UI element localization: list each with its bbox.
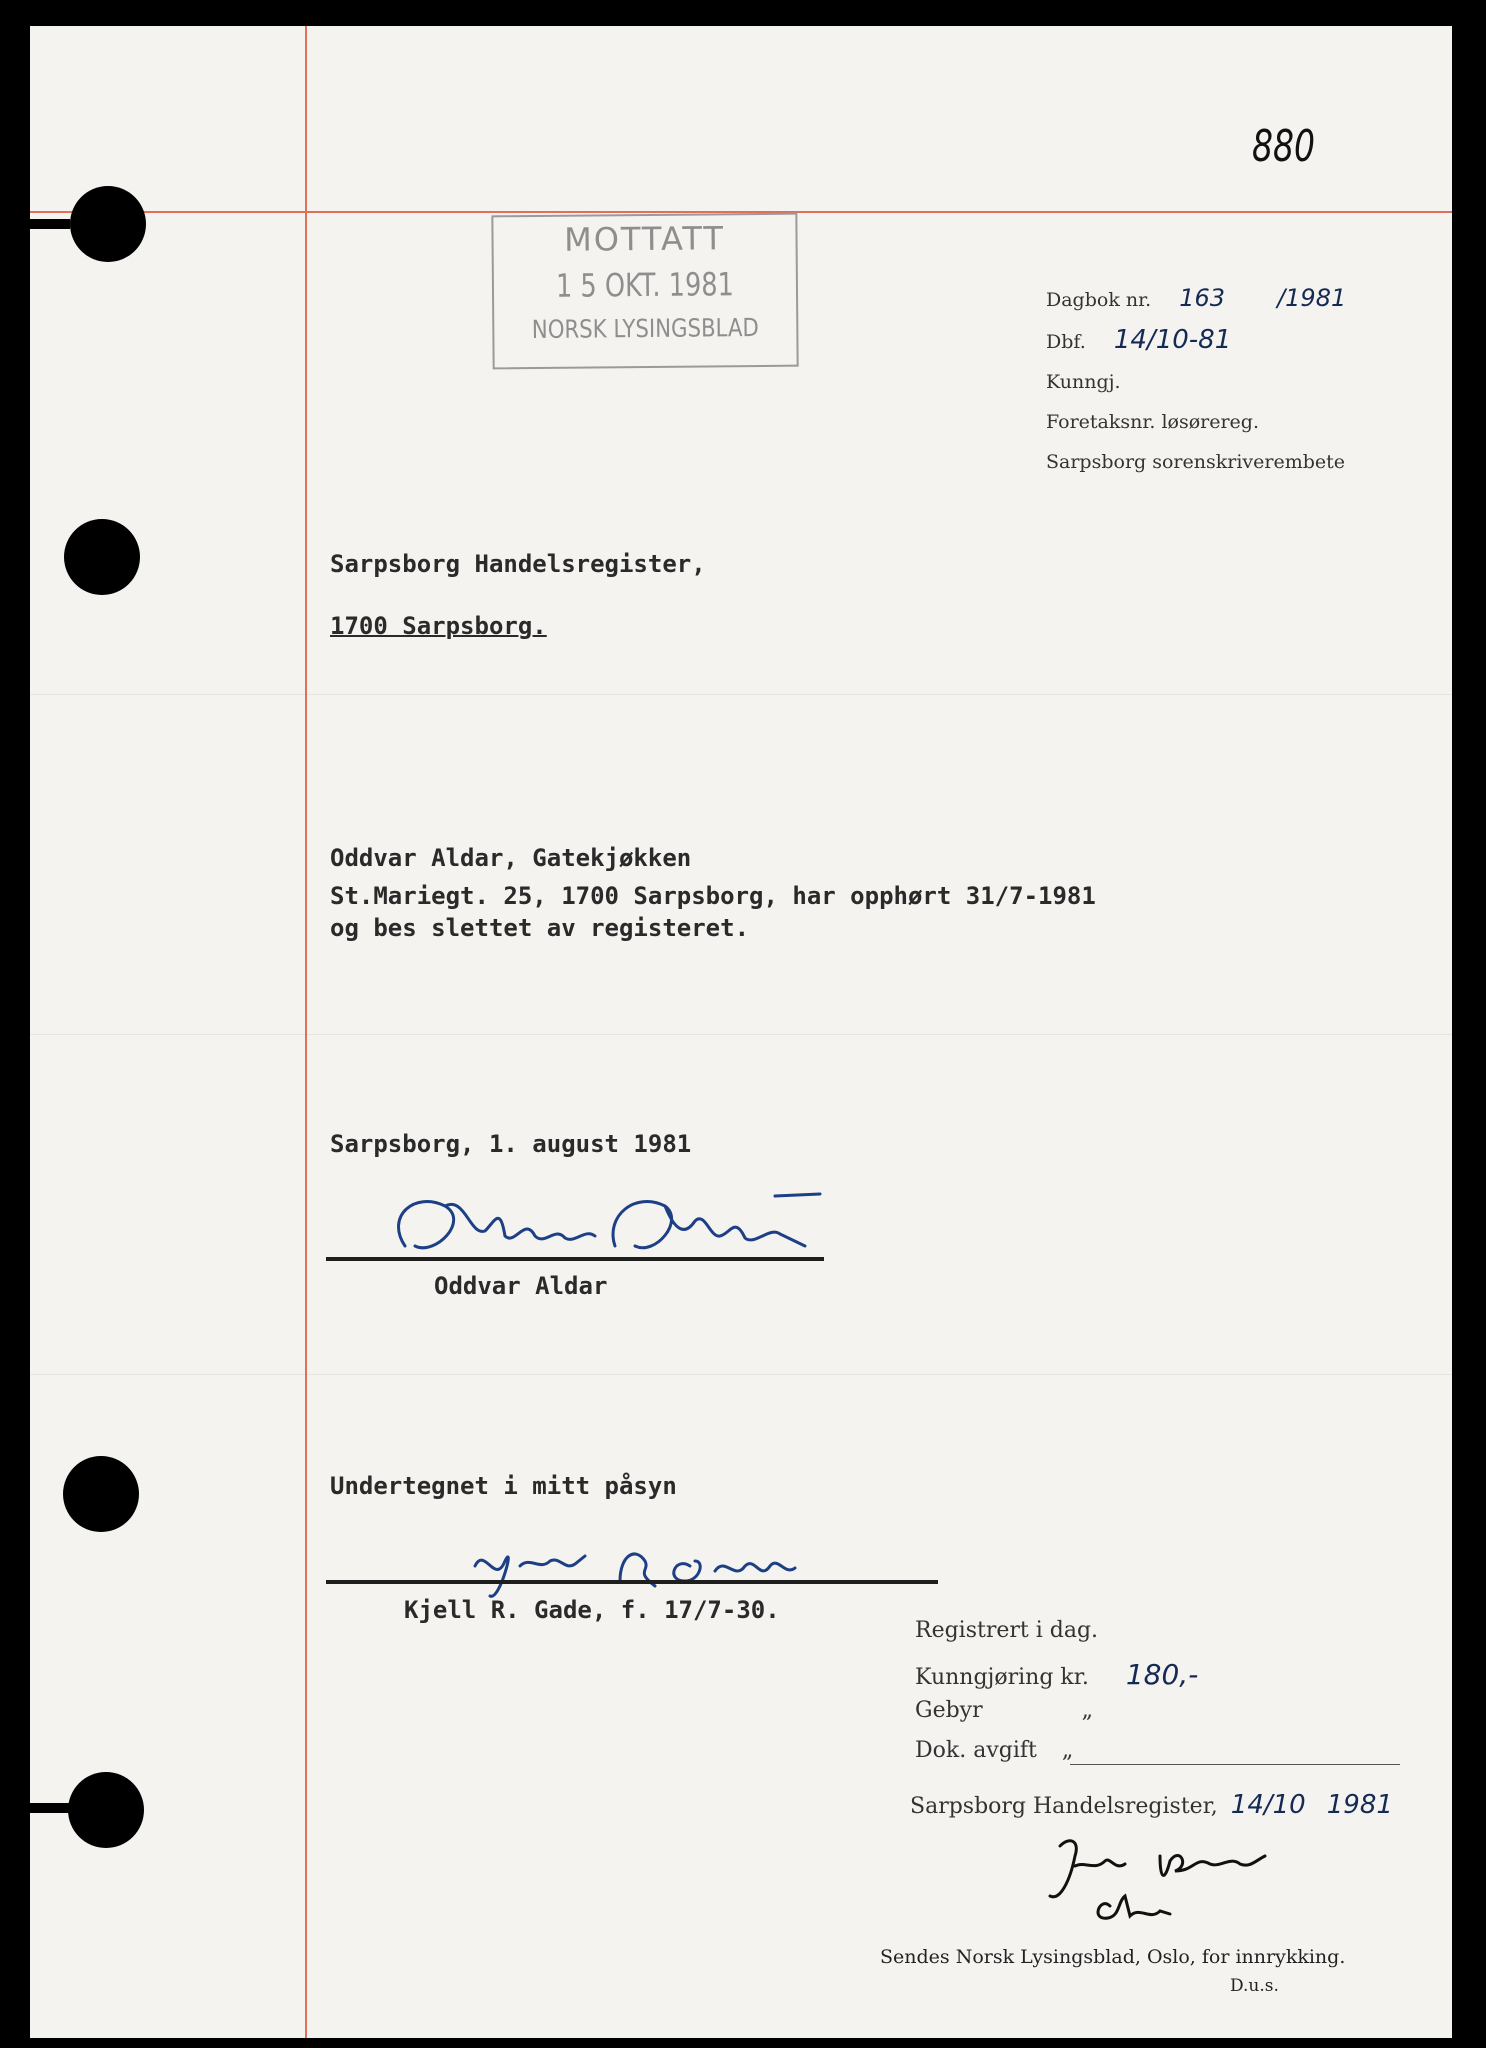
dok-row [915,1738,1073,1763]
stamp-line-3: NORSK LYSINGSBLAD [531,313,759,344]
dagbok-year: /1981 [1277,284,1347,312]
fold-line [30,694,1452,695]
stamp-date: 1 5 OKT. 1981 [555,265,735,305]
kunngjoring-label: Kunngjøring kr. [915,1665,1089,1690]
fold-line [30,1374,1452,1375]
hole-tab [30,1803,70,1813]
punch-hole [68,1772,144,1848]
witness-signature-line [326,1580,938,1584]
gebyr-value: „ [1081,1698,1094,1723]
witness-label: Undertegnet i mitt påsyn [330,1472,677,1500]
received-stamp [491,213,798,370]
body-line-3: og bes slettet av registeret. [330,914,750,942]
punch-hole [64,519,140,595]
date-line: Sarpsborg, 1. august 1981 [330,1130,692,1158]
dbf-row [1046,320,1346,362]
handelsreg-year: 1981 [1326,1790,1393,1820]
dagbok-block [1046,278,1346,482]
dagbok-label: Dagbok nr. [1046,289,1152,311]
punch-hole [63,1456,139,1532]
handelsreg-row [910,1790,1393,1820]
recipient-line-2: 1700 Sarpsborg. [330,612,547,640]
handelsreg-date: 14/10 [1230,1790,1306,1820]
dagbok-number: 163 [1179,284,1226,312]
registrert-label: Registrert i dag. [915,1618,1099,1643]
document-page [30,26,1452,2038]
kunngj-label: Kunngj. [1046,371,1121,393]
dok-label: Dok. avgift [915,1738,1037,1763]
kunngjoring-value: 180,- [1125,1658,1199,1691]
signature-line [326,1257,824,1261]
punch-hole [70,186,146,262]
dagbok-row [1046,278,1346,320]
hole-tab [30,219,70,229]
witness-name: Kjell R. Gade, f. 17/7-30. [404,1596,780,1624]
gebyr-row [915,1698,1093,1723]
signature-kjell-gade [460,1526,880,1606]
dbf-label: Dbf. [1046,331,1086,353]
fold-line [30,1034,1452,1035]
kunngjoring-row [915,1658,1198,1691]
foretak-label: Foretaksnr. løsørereg. [1046,411,1260,433]
office-label: Sarpsborg sorenskriverembete [1046,451,1346,473]
signer-name: Oddvar Aldar [434,1272,608,1300]
dbf-value: 14/10-81 [1113,325,1232,355]
body-line-1: Oddvar Aldar, Gatekjøkken [330,844,692,872]
footer-line-2: D.u.s. [1230,1976,1279,1996]
stamp-line-1: MOTTATT [563,219,726,259]
recipient-line-1: Sarpsborg Handelsregister, [330,550,706,578]
signature-john-berge [1030,1826,1310,1936]
dok-underline [1070,1764,1400,1765]
red-margin-vertical [305,26,307,2038]
body-line-2: St.Mariegt. 25, 1700 Sarpsborg, har opphørt 31/7-1981 [330,882,1096,910]
footer-line-1: Sendes Norsk Lysingsblad, Oslo, for innrykking. [880,1946,1346,1968]
dok-value: „ [1061,1738,1074,1763]
signature-oddvar-aldar [375,1176,845,1286]
gebyr-label: Gebyr [915,1698,983,1723]
handelsreg-label: Sarpsborg Handelsregister, [910,1794,1218,1819]
page-number: 880 [1252,121,1315,172]
